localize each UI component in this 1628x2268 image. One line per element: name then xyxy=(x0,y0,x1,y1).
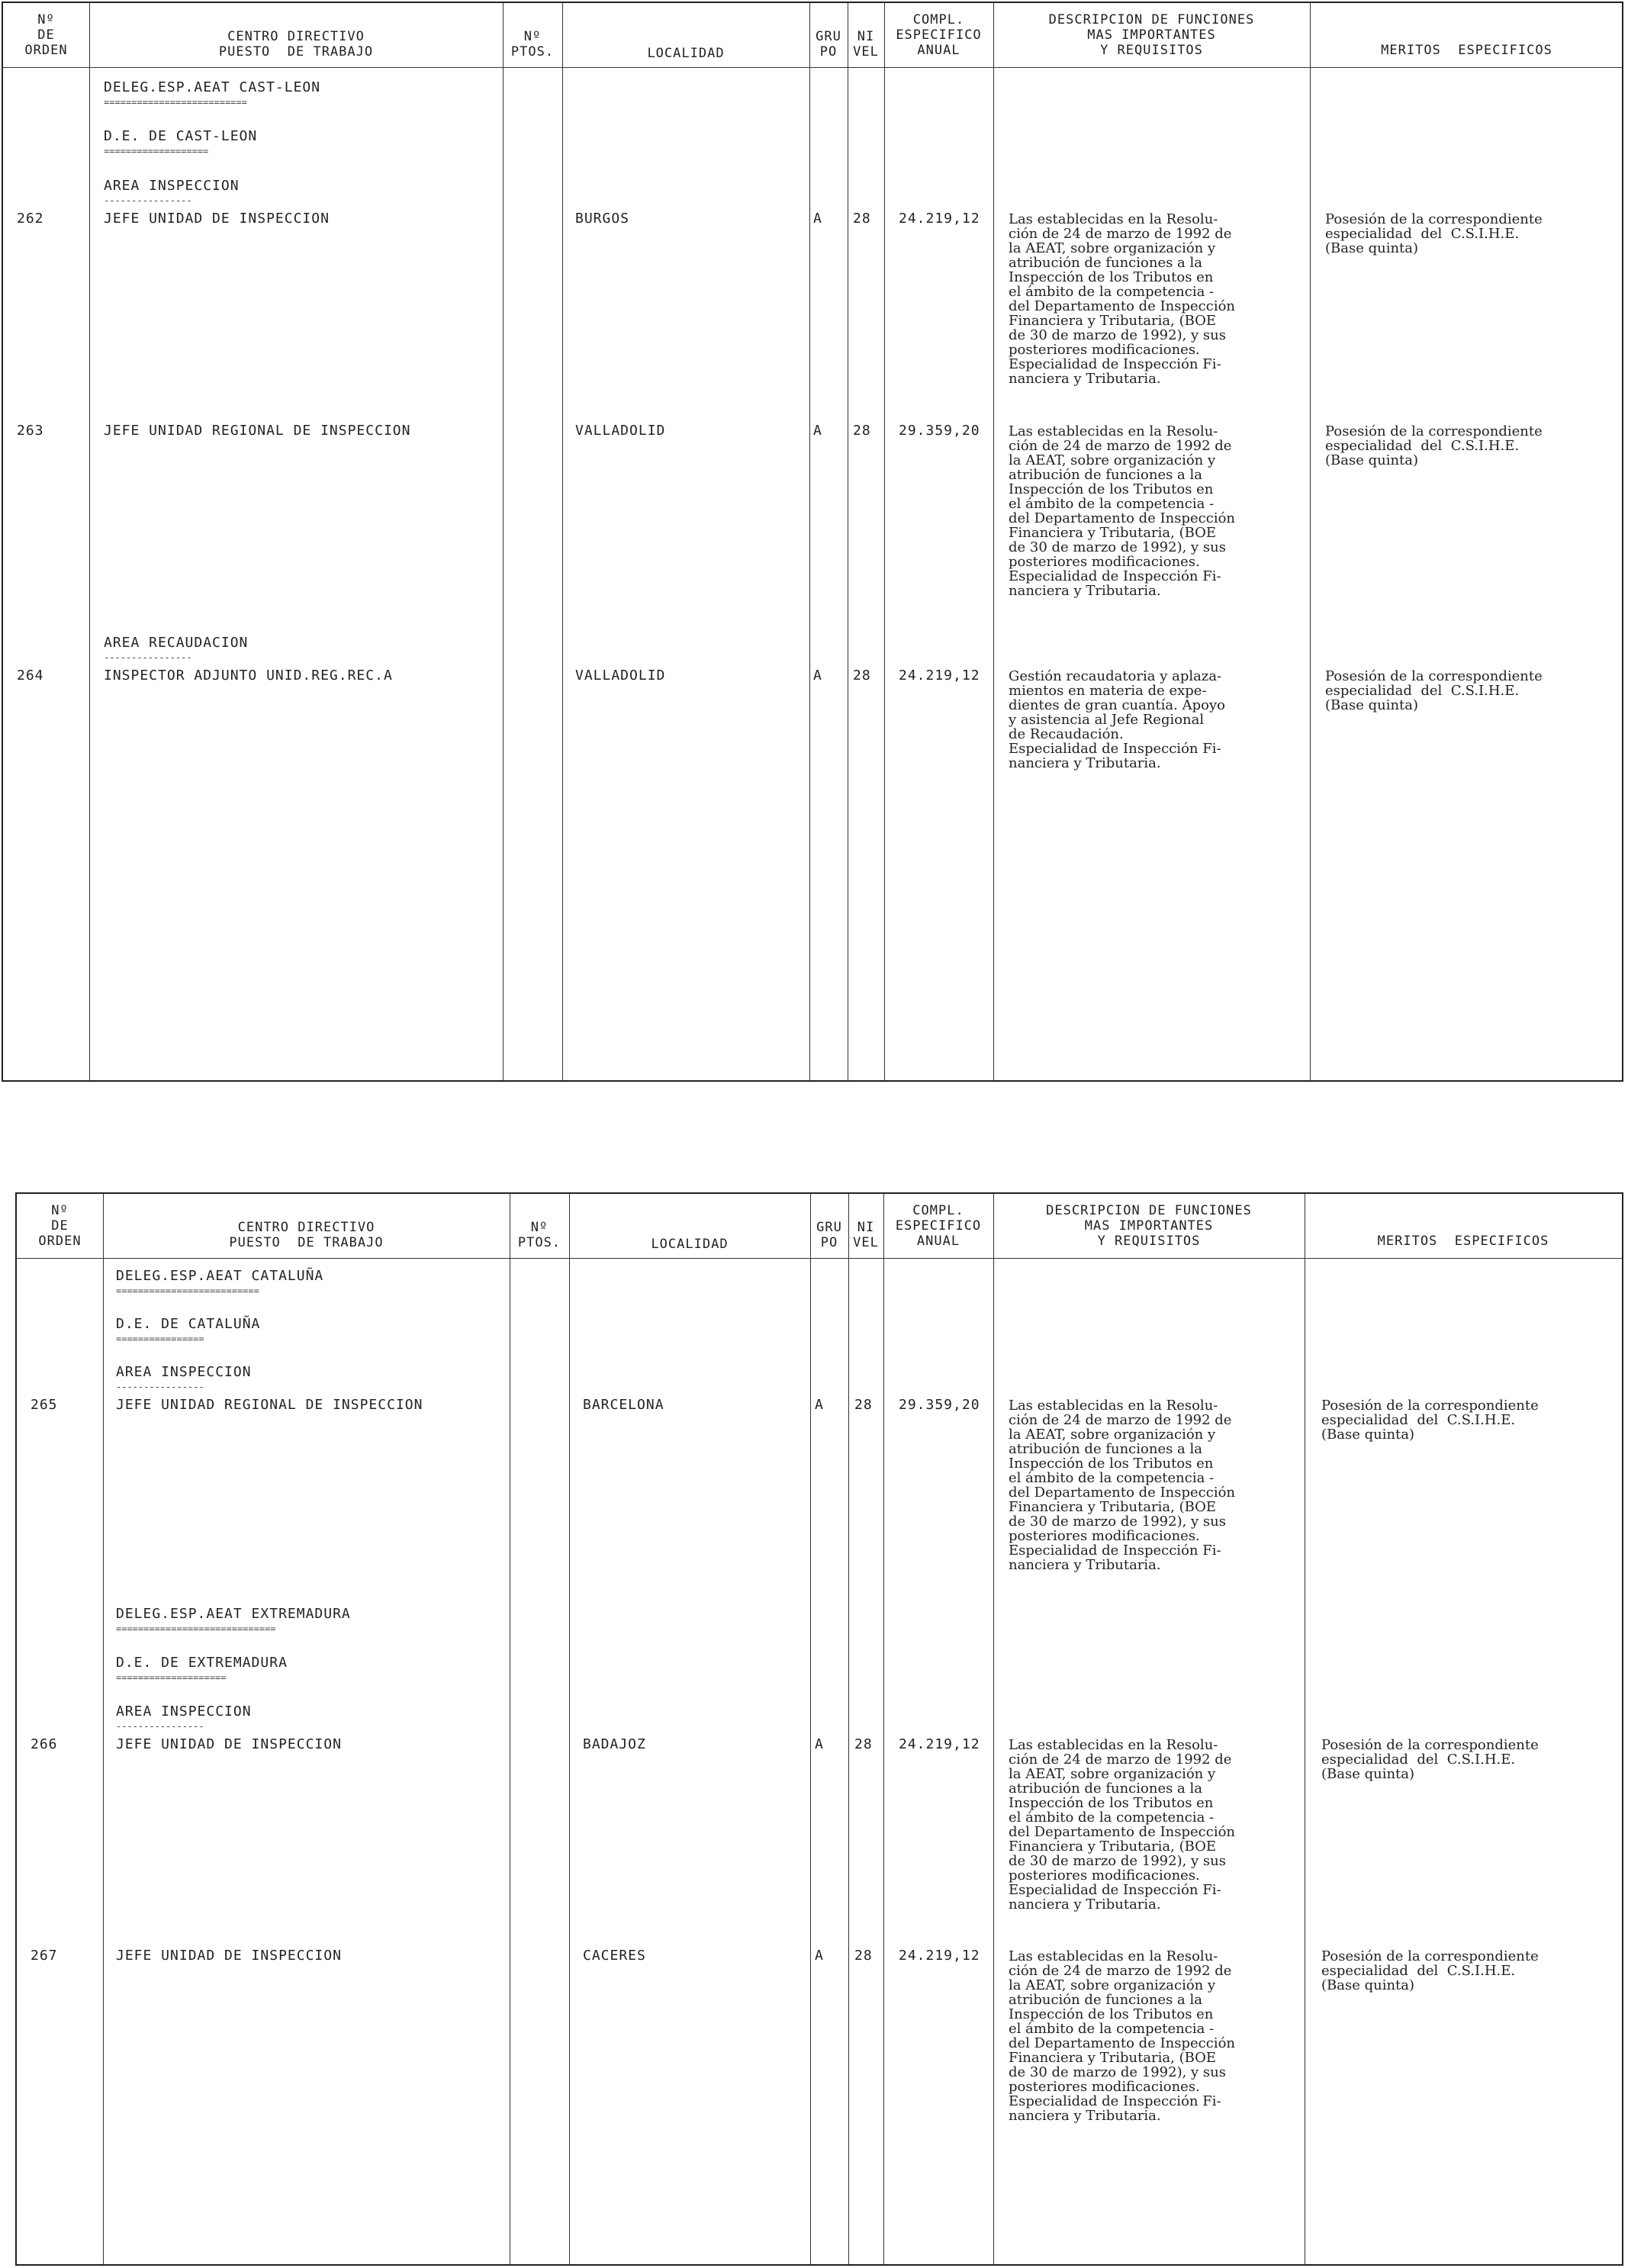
header-divider xyxy=(3,67,1622,68)
row-nivel: 28 xyxy=(854,1736,873,1752)
row-localidad: VALLADOLID xyxy=(575,423,666,439)
row-nivel: 28 xyxy=(853,211,871,227)
header-nivel: NI VEL xyxy=(853,1220,879,1250)
row-orden: 263 xyxy=(17,423,44,439)
section-heading: D.E. DE EXTREMADURA xyxy=(116,1655,288,1671)
section-heading: AREA INSPECCION xyxy=(116,1364,252,1380)
section-heading: AREA INSPECCION xyxy=(116,1703,252,1719)
row-puesto: JEFE UNIDAD DE INSPECCION xyxy=(116,1948,342,1964)
col-divider xyxy=(993,3,994,1080)
row-compl: 24.219,12 xyxy=(899,211,980,227)
row-meritos: Posesión de la correspondiente especialidad del C.S.I.H.E. (Base quinta) xyxy=(1321,1948,1539,1993)
header-orden: Nº DE ORDEN xyxy=(24,12,68,58)
header-centro: CENTRO DIRECTIVO PUESTO DE TRABAJO xyxy=(229,1220,384,1250)
row-puesto: JEFE UNIDAD REGIONAL DE INSPECCION xyxy=(104,423,411,439)
row-descripcion: Las establecidas en la Resolu- ción de 24 de marzo de 1992 de la AEAT, sobre organización y atribución de funciones a la Inspección de los Tributos en el ámbito de la competencia - del Departamento de Inspección Financiera y Tributaria, (BOE de 30 de marzo de 1992), y sus posteriores modificaciones. Especialidad de Inspección Fi- nanciera y Tributaria. xyxy=(1009,1398,1236,1573)
section-underline: ========================== xyxy=(104,98,247,107)
section-underline: ================ xyxy=(116,1334,204,1343)
row-descripcion: Las establecidas en la Resolu- ción de 24 de marzo de 1992 de la AEAT, sobre organización y atribución de funciones a la Inspección de los Tributos en el ámbito de la competencia - del Departamento de Inspección Financiera y Tributaria, (BOE de 30 de marzo de 1992), y sus posteriores modificaciones. Especialidad de Inspección Fi- nanciera y Tributaria. xyxy=(1009,1737,1236,1913)
row-compl: 29.359,20 xyxy=(899,423,980,439)
header-divider xyxy=(17,1258,1622,1259)
header-localidad: LOCALIDAD xyxy=(647,46,725,61)
row-descripcion: Las establecidas en la Resolu- ción de 24 de marzo de 1992 de la AEAT, sobre organización y atribución de funciones a la Inspección de los Tributos en el ámbito de la competencia - del Departamento de Inspección Financiera y Tributaria, (BOE de 30 de marzo de 1992), y sus posteriores modificaciones. Especialidad de Inspección Fi- nanciera y Tributaria. xyxy=(1009,423,1236,599)
row-orden: 265 xyxy=(31,1397,58,1413)
section-heading: DELEG.ESP.AEAT CATALUÑA xyxy=(116,1268,324,1284)
row-orden: 266 xyxy=(31,1736,58,1752)
table-2 xyxy=(15,1192,1623,2266)
header-descripcion: DESCRIPCION DE FUNCIONES MAS IMPORTANTES Y REQUISITOS xyxy=(1046,1203,1252,1249)
section-underline: ==================== xyxy=(116,1673,227,1682)
row-meritos: Posesión de la correspondiente especialidad del C.S.I.H.E. (Base quinta) xyxy=(1325,211,1543,256)
row-orden: 267 xyxy=(31,1948,58,1964)
col-divider xyxy=(883,1194,884,2264)
col-divider xyxy=(103,1194,104,2264)
row-localidad: BADAJOZ xyxy=(583,1736,646,1752)
section-underline: ============================= xyxy=(116,1624,276,1633)
header-localidad: LOCALIDAD xyxy=(651,1237,729,1252)
row-descripcion: Gestión recaudatoria y aplaza- mientos en materia de expe- dientes de gran cuantía. Apoyo y asistencia al Jefe Regional de Recaudación. Especialidad de Inspección Fi- nanciera y Tributaria. xyxy=(1009,668,1225,771)
section-underline: ========================== xyxy=(116,1286,259,1295)
section-underline: ---------------- xyxy=(116,1722,204,1731)
row-localidad: CACERES xyxy=(583,1948,646,1964)
row-nivel: 28 xyxy=(853,423,871,439)
col-divider xyxy=(809,3,810,1080)
section-underline: =================== xyxy=(104,146,209,156)
row-nivel: 28 xyxy=(853,668,871,684)
header-centro: CENTRO DIRECTIVO PUESTO DE TRABAJO xyxy=(218,29,374,60)
header-grupo: GRU PO xyxy=(816,1220,842,1250)
row-nivel: 28 xyxy=(854,1948,873,1964)
row-grupo: A xyxy=(813,211,822,227)
header-compl: COMPL. ESPECIFICO ANUAL xyxy=(896,12,982,58)
section-heading: AREA RECAUDACION xyxy=(104,635,249,651)
header-grupo: GRU PO xyxy=(816,29,841,60)
col-divider xyxy=(503,3,504,1080)
row-compl: 24.219,12 xyxy=(899,1736,980,1752)
row-meritos: Posesión de la correspondiente especialidad del C.S.I.H.E. (Base quinta) xyxy=(1321,1737,1539,1782)
row-compl: 29.359,20 xyxy=(899,1397,980,1413)
section-underline: ---------------- xyxy=(104,653,192,662)
section-heading: D.E. DE CATALUÑA xyxy=(116,1316,261,1332)
col-divider xyxy=(562,3,563,1080)
row-puesto: JEFE UNIDAD DE INSPECCION xyxy=(116,1736,342,1752)
header-nivel: NI VEL xyxy=(853,29,879,60)
row-localidad: VALLADOLID xyxy=(575,668,666,684)
header-compl: COMPL. ESPECIFICO ANUAL xyxy=(895,1203,982,1249)
row-meritos: Posesión de la correspondiente especialidad del C.S.I.H.E. (Base quinta) xyxy=(1321,1398,1539,1443)
row-descripcion: Las establecidas en la Resolu- ción de 24 de marzo de 1992 de la AEAT, sobre organización y atribución de funciones a la Inspección de los Tributos en el ámbito de la competencia - del Departamento de Inspección Financiera y Tributaria, (BOE de 30 de marzo de 1992), y sus posteriores modificaciones. Especialidad de Inspección Fi- nanciera y Tributaria. xyxy=(1009,1948,1236,2124)
col-divider xyxy=(810,1194,811,2264)
row-grupo: A xyxy=(815,1397,824,1413)
table-1 xyxy=(2,2,1623,1082)
row-grupo: A xyxy=(813,668,822,684)
section-heading: DELEG.ESP.AEAT CAST-LEON xyxy=(104,79,321,95)
row-localidad: BURGOS xyxy=(575,211,630,227)
row-grupo: A xyxy=(813,423,822,439)
header-meritos: MERITOS ESPECIFICOS xyxy=(1377,1234,1549,1249)
header-orden: Nº DE ORDEN xyxy=(38,1203,82,1249)
section-heading: D.E. DE CAST-LEON xyxy=(104,128,258,144)
row-compl: 24.219,12 xyxy=(899,1948,980,1964)
row-nivel: 28 xyxy=(854,1397,873,1413)
row-compl: 24.219,12 xyxy=(899,668,980,684)
row-orden: 264 xyxy=(17,668,44,684)
col-divider xyxy=(884,3,885,1080)
col-divider xyxy=(569,1194,570,2264)
header-descripcion: DESCRIPCION DE FUNCIONES MAS IMPORTANTES Y REQUISITOS xyxy=(1048,12,1255,58)
header-meritos: MERITOS ESPECIFICOS xyxy=(1381,43,1552,58)
header-ptos: Nº PTOS. xyxy=(517,1220,561,1250)
section-underline: ---------------- xyxy=(116,1382,204,1391)
row-orden: 262 xyxy=(17,211,44,227)
row-meritos: Posesión de la correspondiente especialidad del C.S.I.H.E. (Base quinta) xyxy=(1325,668,1543,713)
col-divider xyxy=(848,1194,849,2264)
row-puesto: JEFE UNIDAD DE INSPECCION xyxy=(104,211,330,227)
row-puesto: JEFE UNIDAD REGIONAL DE INSPECCION xyxy=(116,1397,423,1413)
col-divider xyxy=(89,3,90,1080)
header-ptos: Nº PTOS. xyxy=(510,29,555,60)
section-heading: DELEG.ESP.AEAT EXTREMADURA xyxy=(116,1606,351,1622)
row-meritos: Posesión de la correspondiente especialidad del C.S.I.H.E. (Base quinta) xyxy=(1325,423,1543,468)
section-underline: ---------------- xyxy=(104,196,192,205)
col-divider xyxy=(993,1194,994,2264)
row-descripcion: Las establecidas en la Resolu- ción de 24 de marzo de 1992 de la AEAT, sobre organización y atribución de funciones a la Inspección de los Tributos en el ámbito de la competencia - del Departamento de Inspección Financiera y Tributaria, (BOE de 30 de marzo de 1992), y sus posteriores modificaciones. Especialidad de Inspección Fi- nanciera y Tributaria. xyxy=(1009,211,1236,387)
row-grupo: A xyxy=(815,1736,824,1752)
section-heading: AREA INSPECCION xyxy=(104,178,240,194)
row-grupo: A xyxy=(815,1948,824,1964)
row-puesto: INSPECTOR ADJUNTO UNID.REG.REC.A xyxy=(104,668,393,684)
row-localidad: BARCELONA xyxy=(583,1397,664,1413)
